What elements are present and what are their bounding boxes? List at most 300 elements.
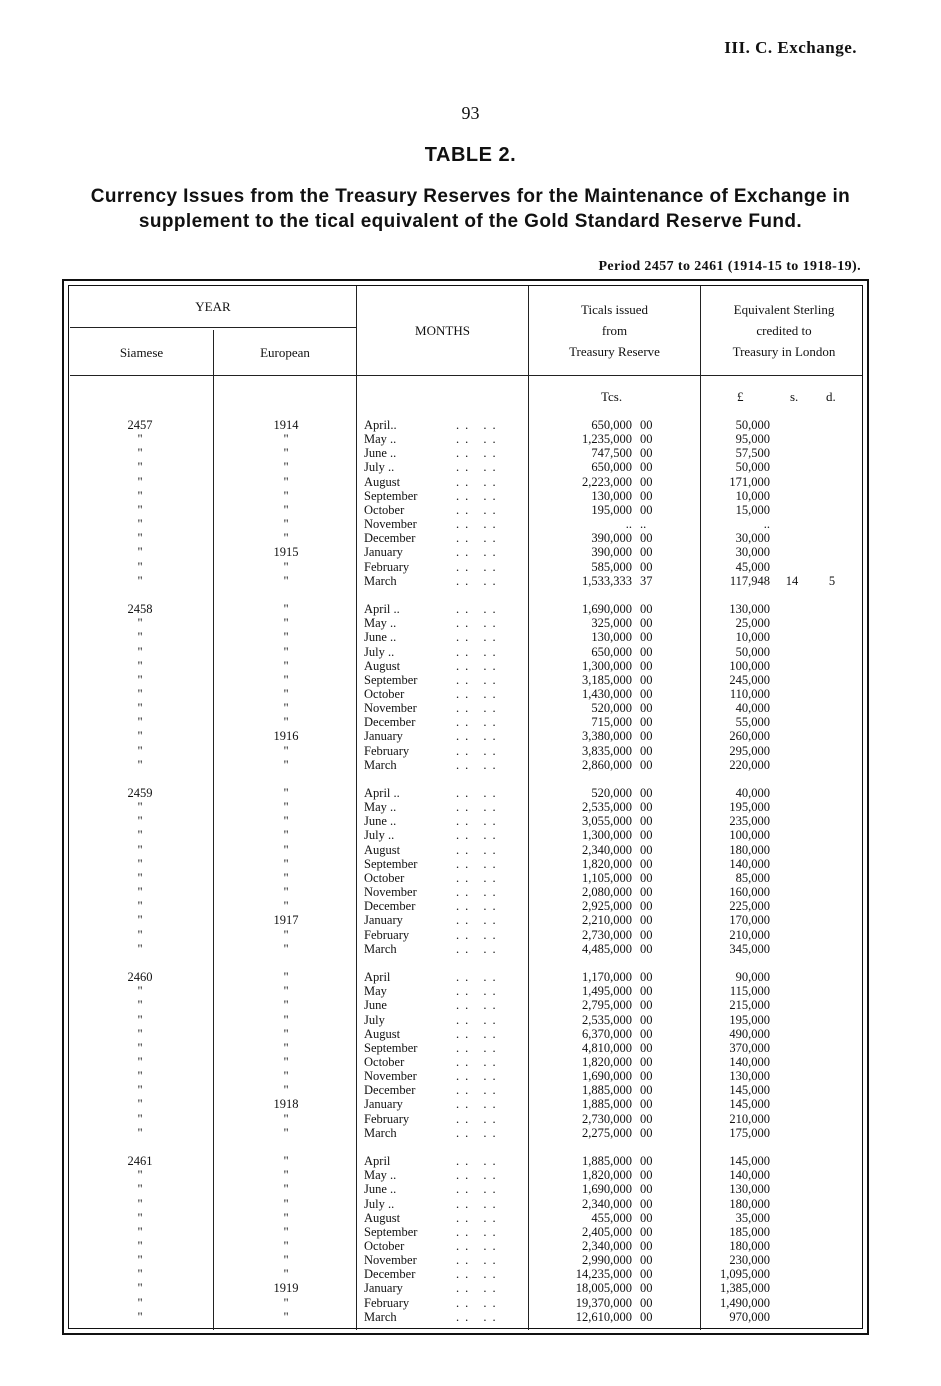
cell-satangs: 00 bbox=[640, 1295, 653, 1310]
cell-pounds: 117,948 bbox=[729, 573, 770, 588]
cell-siamese-year: 2460 bbox=[127, 970, 153, 984]
cell-ticals: 520,000 bbox=[591, 786, 632, 800]
table-row bbox=[0, 531, 941, 545]
table-row bbox=[0, 418, 941, 432]
cell-month: July bbox=[364, 1012, 385, 1027]
cell-pounds: 100,000 bbox=[729, 828, 770, 843]
leader-dots: .. .. bbox=[456, 1154, 502, 1168]
cell-ticals: 2,860,000 bbox=[582, 757, 632, 772]
leader-dots: .. .. bbox=[456, 1238, 502, 1253]
table-row bbox=[0, 1296, 941, 1310]
cell-ticals: 715,000 bbox=[591, 715, 632, 730]
header-bottom-rule bbox=[70, 375, 862, 376]
cell-month: December bbox=[364, 531, 416, 546]
header-siamese: Siamese bbox=[119, 345, 164, 360]
cell-month: September bbox=[364, 1224, 418, 1239]
cell-siamese-year: " bbox=[137, 502, 143, 517]
cell-ticals: 520,000 bbox=[591, 701, 632, 716]
cell-satangs: 00 bbox=[640, 913, 653, 928]
cell-month: May .. bbox=[364, 800, 397, 815]
cell-european-year: " bbox=[283, 1083, 289, 1098]
cell-month: October bbox=[364, 870, 405, 885]
cell-siamese-year: 2457 bbox=[127, 418, 153, 432]
leader-dots: .. .. bbox=[456, 432, 502, 447]
cell-ticals: 1,820,000 bbox=[582, 856, 632, 871]
cell-pounds: 130,000 bbox=[729, 602, 770, 616]
leader-dots: .. .. bbox=[456, 757, 502, 772]
cell-month: February bbox=[364, 927, 410, 942]
cell-pounds: 40,000 bbox=[735, 701, 770, 716]
cell-satangs: .. bbox=[640, 517, 647, 531]
cell-siamese-year: " bbox=[137, 757, 143, 772]
cell-satangs: 00 bbox=[640, 672, 653, 687]
cell-satangs: 00 bbox=[640, 1238, 653, 1253]
cell-month: July .. bbox=[364, 1196, 395, 1211]
leader-dots: .. .. bbox=[456, 517, 502, 531]
cell-european-year: " bbox=[283, 488, 289, 503]
cell-european-year: " bbox=[283, 970, 289, 984]
cell-pounds: 30,000 bbox=[735, 545, 770, 560]
leader-dots: .. .. bbox=[456, 488, 502, 503]
cell-satangs: 00 bbox=[640, 658, 653, 673]
table-row bbox=[0, 475, 941, 489]
cell-european-year: " bbox=[283, 1040, 289, 1055]
cell-european-year: " bbox=[283, 686, 289, 701]
cell-european-year: " bbox=[283, 1267, 289, 1282]
cell-satangs: 00 bbox=[640, 1210, 653, 1225]
section-header: III. C. Exchange. bbox=[724, 38, 857, 57]
table-row bbox=[0, 814, 941, 828]
cell-satangs: 00 bbox=[640, 927, 653, 942]
cell-satangs: 00 bbox=[640, 1281, 653, 1296]
cell-ticals: 1,820,000 bbox=[582, 1054, 632, 1069]
table-row bbox=[0, 545, 941, 559]
cell-ticals: 1,300,000 bbox=[582, 658, 632, 673]
cell-ticals: 2,405,000 bbox=[582, 1224, 632, 1239]
cell-ticals: 2,730,000 bbox=[582, 927, 632, 942]
cell-satangs: 00 bbox=[640, 1253, 653, 1267]
cell-siamese-year: " bbox=[137, 1253, 143, 1267]
cell-siamese-year: " bbox=[137, 1182, 143, 1197]
cell-ticals: 2,730,000 bbox=[582, 1111, 632, 1126]
table-row bbox=[0, 885, 941, 899]
cell-european-year: " bbox=[283, 800, 289, 815]
cell-month: November bbox=[364, 517, 417, 531]
cell-month: February bbox=[364, 559, 410, 574]
cell-european-year: 1917 bbox=[273, 913, 299, 928]
cell-siamese-year: " bbox=[137, 899, 143, 914]
cell-european-year: " bbox=[283, 1125, 289, 1140]
cell-siamese-year: " bbox=[137, 672, 143, 687]
table-row bbox=[0, 503, 941, 517]
cell-siamese-year: " bbox=[137, 941, 143, 956]
leader-dots: .. .. bbox=[456, 743, 502, 758]
cell-european-year: " bbox=[283, 1182, 289, 1197]
cell-satangs: 00 bbox=[640, 757, 653, 772]
cell-european-year: " bbox=[283, 517, 289, 531]
cell-siamese-year: " bbox=[137, 885, 143, 900]
cell-month: July .. bbox=[364, 828, 395, 843]
cell-ticals: 390,000 bbox=[591, 545, 632, 560]
cell-pounds: 25,000 bbox=[735, 616, 770, 631]
table-row bbox=[0, 1083, 941, 1097]
table-row bbox=[0, 715, 941, 729]
cell-pence: 5 bbox=[828, 573, 836, 588]
table-row bbox=[0, 871, 941, 885]
cell-european-year: " bbox=[283, 941, 289, 956]
cell-ticals: 747,500 bbox=[591, 446, 632, 461]
cell-satangs: 00 bbox=[640, 743, 653, 758]
cell-pounds: 35,000 bbox=[735, 1210, 770, 1225]
table-row bbox=[0, 489, 941, 503]
cell-siamese-year: " bbox=[137, 828, 143, 843]
cell-european-year: " bbox=[283, 927, 289, 942]
leader-dots: .. .. bbox=[456, 800, 502, 815]
subtitle-line-1: Currency Issues from the Treasury Reserves for the Maintenance of Exchange in bbox=[90, 186, 851, 207]
cell-satangs: 00 bbox=[640, 715, 653, 730]
cell-european-year: " bbox=[283, 602, 289, 616]
unit-shillings: s. bbox=[790, 389, 799, 404]
cell-european-year: " bbox=[283, 1224, 289, 1239]
cell-pounds: 145,000 bbox=[729, 1083, 770, 1098]
leader-dots: .. .. bbox=[456, 715, 502, 730]
cell-ticals: 3,835,000 bbox=[582, 743, 632, 758]
table-row bbox=[0, 928, 941, 942]
cell-month: November bbox=[364, 1253, 417, 1267]
cell-month: October bbox=[364, 1238, 405, 1253]
cell-european-year: " bbox=[283, 658, 289, 673]
cell-pounds: 195,000 bbox=[729, 1012, 770, 1027]
cell-siamese-year: " bbox=[137, 1309, 143, 1324]
cell-siamese-year: 2461 bbox=[127, 1154, 153, 1168]
cell-ticals: 19,370,000 bbox=[575, 1295, 632, 1310]
cell-pounds: 145,000 bbox=[729, 1154, 770, 1168]
cell-pounds: 130,000 bbox=[729, 1182, 770, 1197]
cell-ticals: 1,885,000 bbox=[582, 1097, 632, 1112]
cell-ticals: 14,235,000 bbox=[575, 1267, 632, 1282]
cell-siamese-year: " bbox=[137, 1012, 143, 1027]
cell-satangs: 00 bbox=[640, 1125, 653, 1140]
header-sterling-line-2: credited to bbox=[756, 323, 812, 338]
leader-dots: .. .. bbox=[456, 602, 502, 616]
cell-european-year: 1918 bbox=[273, 1097, 299, 1112]
cell-ticals: 2,535,000 bbox=[582, 800, 632, 815]
cell-satangs: 00 bbox=[640, 686, 653, 701]
cell-satangs: 00 bbox=[640, 644, 653, 659]
cell-month: April.. bbox=[364, 418, 397, 432]
leader-dots: .. .. bbox=[456, 502, 502, 517]
header-year: YEAR bbox=[195, 299, 231, 314]
cell-satangs: 00 bbox=[640, 1040, 653, 1055]
table-row bbox=[0, 460, 941, 474]
table-row bbox=[0, 800, 941, 814]
table-row bbox=[0, 913, 941, 927]
cell-month: January bbox=[364, 545, 403, 560]
table-title: TABLE 2. bbox=[424, 144, 517, 166]
cell-siamese-year: " bbox=[137, 1210, 143, 1225]
cell-pounds: 15,000 bbox=[735, 502, 770, 517]
cell-month: July .. bbox=[364, 460, 395, 475]
cell-siamese-year: " bbox=[137, 1168, 143, 1183]
cell-siamese-year: " bbox=[137, 998, 143, 1013]
cell-satangs: 00 bbox=[640, 800, 653, 815]
leader-dots: .. .. bbox=[456, 885, 502, 900]
cell-ticals: 650,000 bbox=[591, 644, 632, 659]
cell-european-year: " bbox=[283, 701, 289, 716]
cell-satangs: 00 bbox=[640, 1309, 653, 1324]
cell-pounds: 1,095,000 bbox=[720, 1267, 770, 1282]
cell-month: February bbox=[364, 1295, 410, 1310]
table-row bbox=[0, 1310, 941, 1324]
cell-siamese-year: " bbox=[137, 616, 143, 631]
cell-satangs: 00 bbox=[640, 460, 653, 475]
cell-month: January bbox=[364, 1281, 403, 1296]
table-row bbox=[0, 432, 941, 446]
cell-european-year: " bbox=[283, 474, 289, 489]
cell-month: June .. bbox=[364, 446, 397, 461]
table-row bbox=[0, 1041, 941, 1055]
header-sterling bbox=[701, 299, 867, 362]
cell-european-year: " bbox=[283, 998, 289, 1013]
table-row bbox=[0, 1225, 941, 1239]
cell-month: January bbox=[364, 729, 403, 744]
leader-dots: .. .. bbox=[456, 842, 502, 857]
table-row bbox=[0, 1069, 941, 1083]
cell-pounds: 50,000 bbox=[735, 460, 770, 475]
leader-dots: .. .. bbox=[456, 701, 502, 716]
cell-siamese-year: " bbox=[137, 1267, 143, 1282]
table-row bbox=[0, 744, 941, 758]
cell-satangs: 00 bbox=[640, 870, 653, 885]
cell-siamese-year: " bbox=[137, 1295, 143, 1310]
period-label: Period 2457 to 2461 (1914-15 to 1918-19). bbox=[598, 259, 861, 274]
cell-european-year: " bbox=[283, 856, 289, 871]
leader-dots: .. .. bbox=[456, 814, 502, 829]
cell-satangs: 00 bbox=[640, 701, 653, 716]
cell-pounds: 295,000 bbox=[729, 743, 770, 758]
table-subtitle bbox=[80, 184, 861, 234]
table-row bbox=[0, 984, 941, 998]
cell-pounds: 1,490,000 bbox=[720, 1295, 770, 1310]
cell-pounds: 10,000 bbox=[735, 630, 770, 645]
cell-siamese-year: " bbox=[137, 1040, 143, 1055]
cell-european-year: " bbox=[283, 1168, 289, 1183]
cell-month: November bbox=[364, 701, 417, 716]
cell-month: May bbox=[364, 984, 387, 999]
year-subheader-rule bbox=[70, 327, 356, 328]
cell-european-year: " bbox=[283, 1012, 289, 1027]
cell-european-year: " bbox=[283, 531, 289, 546]
cell-pounds: 90,000 bbox=[735, 970, 770, 984]
cell-ticals: 1,235,000 bbox=[582, 432, 632, 447]
cell-siamese-year: " bbox=[137, 984, 143, 999]
table-row bbox=[0, 998, 941, 1012]
cell-satangs: 37 bbox=[640, 573, 653, 588]
table-row bbox=[0, 942, 941, 956]
leader-dots: .. .. bbox=[456, 1054, 502, 1069]
cell-european-year: " bbox=[283, 757, 289, 772]
leader-dots: .. .. bbox=[456, 1040, 502, 1055]
cell-european-year: " bbox=[283, 559, 289, 574]
cell-european-year: " bbox=[283, 899, 289, 914]
table-row bbox=[0, 857, 941, 871]
cell-satangs: 00 bbox=[640, 1054, 653, 1069]
cell-month: November bbox=[364, 1069, 417, 1083]
cell-satangs: 00 bbox=[640, 502, 653, 517]
cell-satangs: 00 bbox=[640, 842, 653, 857]
cell-month: December bbox=[364, 1267, 416, 1282]
cell-european-year: " bbox=[283, 573, 289, 588]
cell-pounds: 180,000 bbox=[729, 1238, 770, 1253]
cell-european-year: " bbox=[283, 828, 289, 843]
table-row bbox=[0, 729, 941, 743]
cell-month: October bbox=[364, 502, 405, 517]
table-row bbox=[0, 574, 941, 588]
leader-dots: .. .. bbox=[456, 573, 502, 588]
cell-satangs: 00 bbox=[640, 984, 653, 999]
cell-pounds: 130,000 bbox=[729, 1069, 770, 1083]
cell-siamese-year: " bbox=[137, 559, 143, 574]
cell-pounds: 50,000 bbox=[735, 644, 770, 659]
leader-dots: .. .. bbox=[456, 672, 502, 687]
cell-european-year: " bbox=[283, 432, 289, 447]
cell-pounds: .. bbox=[763, 517, 770, 531]
leader-dots: .. .. bbox=[456, 630, 502, 645]
table-row bbox=[0, 1027, 941, 1041]
leader-dots: .. .. bbox=[456, 446, 502, 461]
cell-satangs: 00 bbox=[640, 1069, 653, 1083]
leader-dots: .. .. bbox=[456, 1097, 502, 1112]
cell-ticals: 1,690,000 bbox=[582, 1182, 632, 1197]
cell-satangs: 00 bbox=[640, 1182, 653, 1197]
cell-pounds: 210,000 bbox=[729, 927, 770, 942]
header-ticals-line-3: Treasury Reserve bbox=[569, 344, 660, 359]
cell-pounds: 180,000 bbox=[729, 842, 770, 857]
leader-dots: .. .. bbox=[456, 1069, 502, 1083]
cell-siamese-year: " bbox=[137, 1069, 143, 1083]
cell-satangs: 00 bbox=[640, 630, 653, 645]
table-row bbox=[0, 1253, 941, 1267]
cell-pounds: 110,000 bbox=[729, 686, 770, 701]
cell-siamese-year: " bbox=[137, 856, 143, 871]
cell-siamese-year: " bbox=[137, 715, 143, 730]
leader-dots: .. .. bbox=[456, 474, 502, 489]
table-row bbox=[0, 1211, 941, 1225]
leader-dots: .. .. bbox=[456, 1253, 502, 1267]
header-ticals-line-2: from bbox=[601, 323, 628, 338]
cell-month: May .. bbox=[364, 616, 397, 631]
cell-european-year: " bbox=[283, 885, 289, 900]
cell-month: April .. bbox=[364, 786, 400, 800]
cell-ticals: 1,300,000 bbox=[582, 828, 632, 843]
cell-european-year: " bbox=[283, 672, 289, 687]
cell-pounds: 170,000 bbox=[729, 913, 770, 928]
cell-ticals: 2,340,000 bbox=[582, 1238, 632, 1253]
cell-siamese-year: " bbox=[137, 460, 143, 475]
cell-satangs: 00 bbox=[640, 545, 653, 560]
unit-pence: d. bbox=[826, 389, 836, 404]
cell-pounds: 210,000 bbox=[729, 1111, 770, 1126]
table-row bbox=[0, 1055, 941, 1069]
cell-month: April bbox=[364, 970, 391, 984]
leader-dots: .. .. bbox=[456, 686, 502, 701]
leader-dots: .. .. bbox=[456, 559, 502, 574]
cell-satangs: 00 bbox=[640, 885, 653, 900]
cell-satangs: 00 bbox=[640, 941, 653, 956]
cell-ticals: 1,820,000 bbox=[582, 1168, 632, 1183]
cell-ticals: 6,370,000 bbox=[582, 1026, 632, 1041]
cell-ticals: 4,810,000 bbox=[582, 1040, 632, 1055]
cell-pounds: 55,000 bbox=[735, 715, 770, 730]
cell-month: April bbox=[364, 1154, 391, 1168]
cell-pounds: 215,000 bbox=[729, 998, 770, 1013]
cell-siamese-year: " bbox=[137, 644, 143, 659]
cell-european-year: " bbox=[283, 870, 289, 885]
header-sterling-line-3: Treasury in London bbox=[732, 344, 836, 359]
cell-month: June bbox=[364, 998, 387, 1013]
table-row bbox=[0, 1197, 941, 1211]
table-row bbox=[0, 1168, 941, 1182]
cell-pounds: 195,000 bbox=[729, 800, 770, 815]
cell-siamese-year: " bbox=[137, 630, 143, 645]
cell-ticals: 1,105,000 bbox=[582, 870, 632, 885]
cell-satangs: 00 bbox=[640, 531, 653, 546]
table-row bbox=[0, 446, 941, 460]
cell-european-year: " bbox=[283, 644, 289, 659]
cell-pounds: 370,000 bbox=[729, 1040, 770, 1055]
cell-siamese-year: 2458 bbox=[127, 602, 153, 616]
cell-month: August bbox=[364, 658, 401, 673]
leader-dots: .. .. bbox=[456, 1309, 502, 1324]
cell-satangs: 00 bbox=[640, 616, 653, 631]
leader-dots: .. .. bbox=[456, 828, 502, 843]
leader-dots: .. .. bbox=[456, 531, 502, 546]
cell-european-year: " bbox=[283, 1111, 289, 1126]
cell-siamese-year: " bbox=[137, 1196, 143, 1211]
cell-pounds: 95,000 bbox=[735, 432, 770, 447]
cell-siamese-year: " bbox=[137, 800, 143, 815]
cell-month: September bbox=[364, 672, 418, 687]
leader-dots: .. .. bbox=[456, 658, 502, 673]
cell-european-year: " bbox=[283, 1253, 289, 1267]
cell-ticals: 12,610,000 bbox=[575, 1309, 632, 1324]
cell-pounds: 490,000 bbox=[729, 1026, 770, 1041]
cell-siamese-year: " bbox=[137, 1281, 143, 1296]
cell-pounds: 140,000 bbox=[729, 1168, 770, 1183]
cell-month: January bbox=[364, 913, 403, 928]
table-row bbox=[0, 828, 941, 842]
cell-month: March bbox=[364, 1309, 397, 1324]
cell-satangs: 00 bbox=[640, 998, 653, 1013]
leader-dots: .. .. bbox=[456, 913, 502, 928]
leader-dots: .. .. bbox=[456, 545, 502, 560]
cell-siamese-year: " bbox=[137, 474, 143, 489]
header-sterling-line-1: Equivalent Sterling bbox=[733, 302, 835, 317]
cell-european-year: " bbox=[283, 842, 289, 857]
cell-ticals: 1,690,000 bbox=[582, 1069, 632, 1083]
cell-pounds: 1,385,000 bbox=[720, 1281, 770, 1296]
cell-month: March bbox=[364, 941, 397, 956]
cell-month: February bbox=[364, 743, 410, 758]
cell-satangs: 00 bbox=[640, 418, 653, 432]
cell-ticals: 2,925,000 bbox=[582, 899, 632, 914]
cell-month: February bbox=[364, 1111, 410, 1126]
cell-siamese-year: " bbox=[137, 913, 143, 928]
leader-dots: .. .. bbox=[456, 616, 502, 631]
cell-european-year: " bbox=[283, 630, 289, 645]
cell-siamese-year: " bbox=[137, 927, 143, 942]
cell-siamese-year: " bbox=[137, 488, 143, 503]
